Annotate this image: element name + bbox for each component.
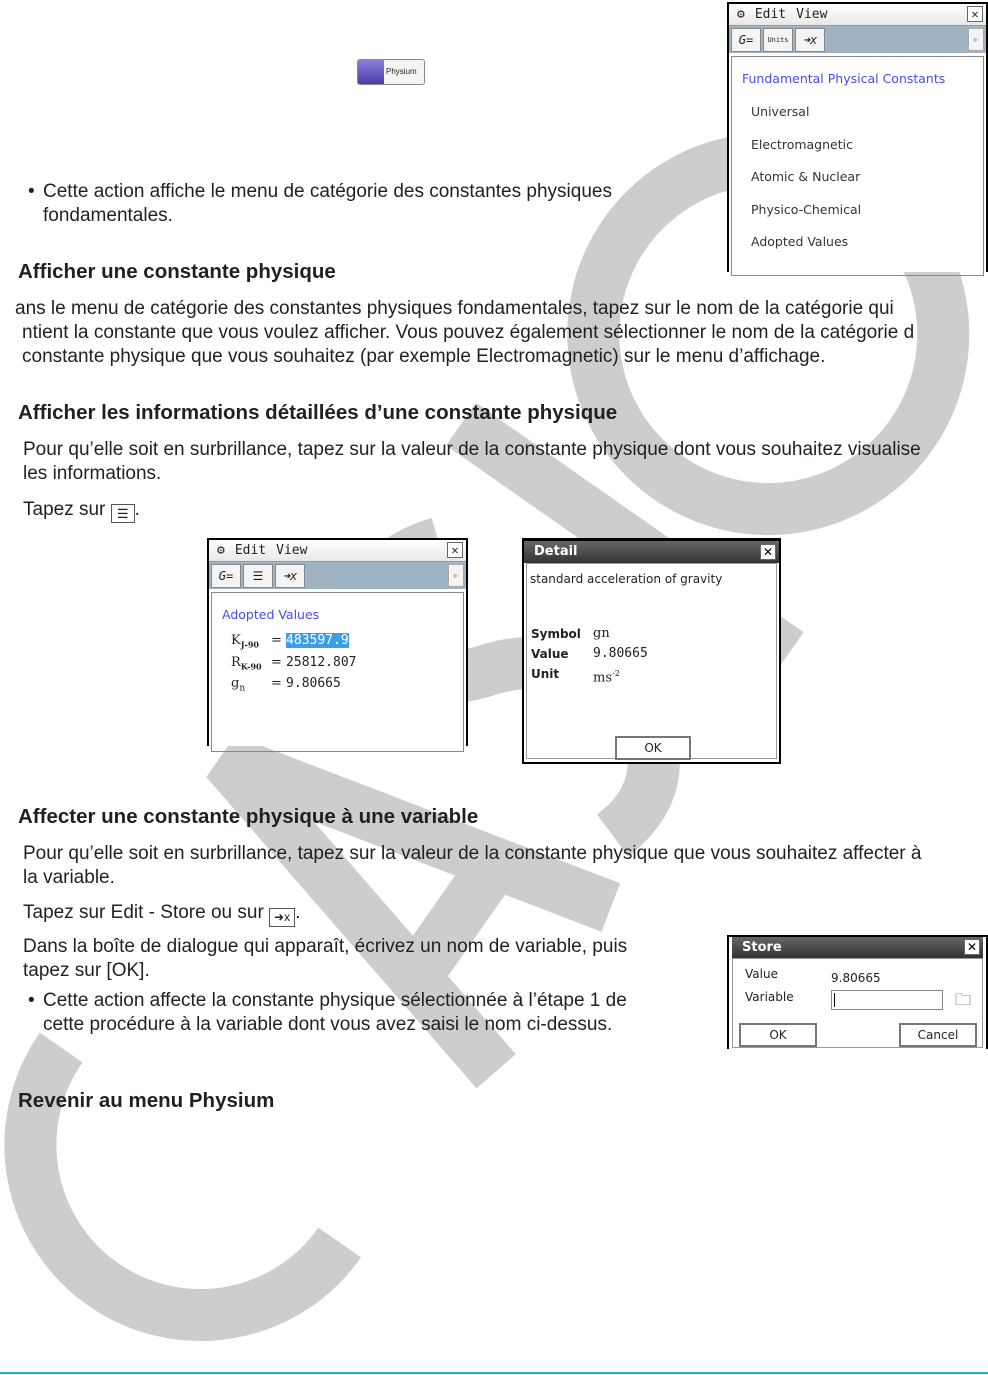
- constant-row[interactable]: [231, 675, 463, 698]
- variable-input[interactable]: [831, 990, 943, 1010]
- tap-text: Tapez sur: [23, 499, 106, 520]
- bullet: •: [28, 990, 35, 1011]
- subscript: n: [239, 683, 246, 694]
- store-icon: ➜x: [269, 908, 295, 927]
- detail-dialog: [522, 538, 781, 764]
- paragraph-line: Cette action affecte la constante physique sélectionnée à l’étape 1 de: [43, 990, 627, 1011]
- constant-value[interactable]: 25812.807: [286, 654, 357, 670]
- value-label: Value: [745, 967, 778, 981]
- period: .: [134, 499, 140, 520]
- physium-label: Physium: [384, 60, 424, 84]
- category-physico-chemical[interactable]: Physico-Chemical: [751, 201, 862, 217]
- paragraph-line: la variable.: [23, 867, 115, 888]
- graph-button[interactable]: G=: [731, 28, 761, 52]
- section-heading: Afficher les informations détaillées d’une constante physique: [18, 401, 618, 424]
- list-icon[interactable]: ☰: [243, 564, 273, 588]
- close-icon[interactable]: ✕: [967, 6, 983, 22]
- dialog-title: Detail: [534, 544, 578, 559]
- symbol: K: [231, 633, 241, 648]
- category-heading: Fundamental Physical Constants: [742, 71, 946, 86]
- paragraph-line: Pour qu’elle soit en surbrillance, tapez sur la valeur de la constante physique que vous souhaitez affecter à: [23, 843, 922, 864]
- period: .: [295, 902, 301, 923]
- close-icon[interactable]: ✕: [964, 939, 980, 955]
- equals: =: [271, 633, 282, 648]
- equals: =: [271, 654, 282, 670]
- constant-name: standard acceleration of gravity: [530, 572, 723, 586]
- list-icon: ☰: [111, 504, 135, 523]
- equals: =: [271, 676, 282, 692]
- close-icon[interactable]: ✕: [760, 544, 776, 560]
- category-adopted-values[interactable]: Adopted Values: [751, 234, 849, 249]
- close-icon[interactable]: ✕: [447, 542, 463, 558]
- symbol: g: [231, 676, 240, 692]
- paragraph-line: les informations.: [23, 463, 162, 484]
- bullet: •: [28, 181, 35, 202]
- adopted-values-screen: [207, 538, 468, 746]
- unit-label: Unit: [531, 667, 560, 681]
- store-icon[interactable]: ➜x: [795, 28, 825, 52]
- paragraph-line: constante physique que vous souhaitez (par exemple Electromagnetic) sur le menu d’affichage.: [22, 346, 826, 367]
- symbol: R: [231, 654, 241, 670]
- category-atomic-nuclear[interactable]: Atomic & Nuclear: [751, 169, 861, 184]
- cancel-button[interactable]: Cancel: [899, 1023, 977, 1047]
- section-heading: Afficher une constante physique: [18, 260, 336, 283]
- graph-button[interactable]: G=: [211, 564, 241, 588]
- unit-value: ms: [593, 670, 612, 686]
- text-cursor: [834, 993, 839, 1007]
- symbol-label: Symbol: [531, 627, 581, 641]
- intro-text: fondamentales.: [43, 205, 173, 226]
- units-button[interactable]: Units: [763, 28, 793, 52]
- constant-row[interactable]: [231, 632, 463, 654]
- paragraph-line: tapez sur [OK].: [23, 960, 150, 981]
- constant-value[interactable]: 9.80665: [286, 676, 341, 692]
- category-heading: Adopted Values: [222, 607, 320, 622]
- menu-view[interactable]: View: [796, 7, 828, 22]
- value-label: Value: [531, 647, 569, 661]
- store-dialog: [727, 935, 988, 1049]
- physium-glyph-icon: [358, 60, 384, 84]
- physium-icon[interactable]: [357, 59, 425, 85]
- value-display: 9.80665: [831, 971, 881, 985]
- category-universal[interactable]: Universal: [751, 104, 810, 119]
- menu-edit[interactable]: Edit: [234, 543, 267, 558]
- value-value: 9.80665: [593, 646, 648, 661]
- paragraph-line: ans le menu de catégorie des constantes physiques fondamentales, tapez sur le nom de la catégorie qui: [15, 298, 894, 319]
- section-heading: Affecter une constante physique à une variable: [18, 805, 479, 828]
- scroll-right-icon[interactable]: ▶: [448, 564, 464, 587]
- constants-menu-screen: [727, 2, 988, 272]
- section-heading: Revenir au menu Physium: [18, 1089, 275, 1112]
- subscript: K-90: [240, 661, 262, 672]
- store-icon[interactable]: ➜x: [275, 564, 305, 588]
- menu-view[interactable]: View: [276, 543, 308, 558]
- paragraph-line: Dans la boîte de dialogue qui apparaît, écrivez un nom de variable, puis: [23, 936, 628, 957]
- folder-icon[interactable]: 🗀: [955, 990, 972, 1009]
- category-electromagnetic[interactable]: Electromagnetic: [751, 136, 853, 152]
- constant-row[interactable]: [231, 654, 463, 676]
- unit-exponent: -2: [612, 669, 620, 678]
- constant-value-selected[interactable]: 483597.9: [286, 633, 349, 648]
- menu-edit[interactable]: Edit: [754, 7, 787, 22]
- gear-icon[interactable]: ⚙: [737, 7, 745, 22]
- tap-text: Tapez sur Edit - Store ou sur: [23, 902, 264, 923]
- ok-button[interactable]: OK: [739, 1023, 817, 1047]
- paragraph-line: Pour qu’elle soit en surbrillance, tapez sur la valeur de la constante physique dont vous souhaitez visualise: [23, 439, 921, 460]
- variable-label: Variable: [745, 990, 794, 1004]
- intro-text: Cette action affiche le menu de catégorie des constantes physiques: [43, 181, 612, 202]
- paragraph-line: ntient la constante que vous voulez afficher. Vous pouvez également sélectionner le nom de la catégorie d: [22, 322, 915, 343]
- gear-icon[interactable]: ⚙: [217, 543, 225, 558]
- scroll-right-icon[interactable]: ▶: [968, 28, 984, 51]
- symbol-value: gn: [593, 626, 610, 641]
- subscript: J-90: [240, 639, 259, 650]
- ok-button[interactable]: OK: [615, 736, 691, 760]
- dialog-title: Store: [742, 940, 782, 955]
- paragraph-line: cette procédure à la variable dont vous avez saisi le nom ci-dessus.: [43, 1014, 613, 1035]
